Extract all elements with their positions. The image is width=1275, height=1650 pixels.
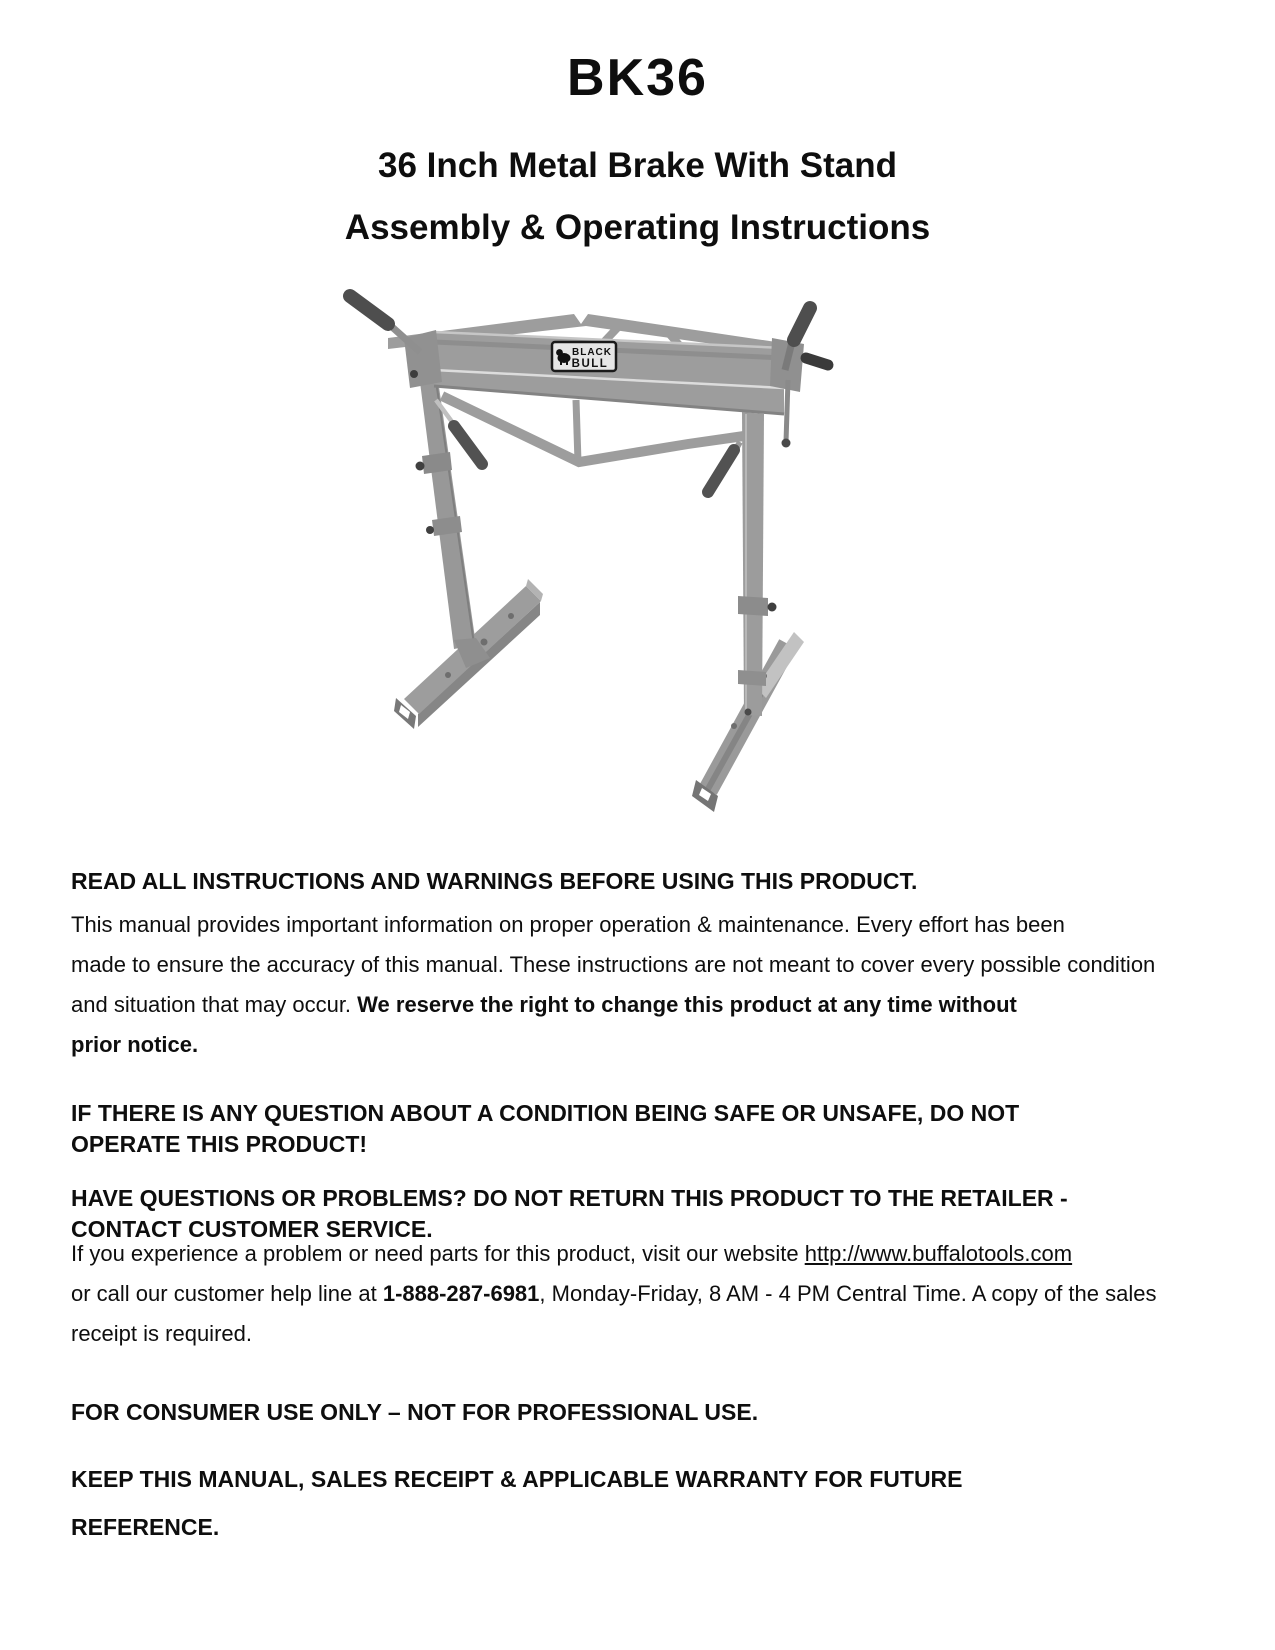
intro-line-3-text: and situation that may occur. <box>71 992 358 1017</box>
intro-line-1 <box>71 905 1176 945</box>
product-photo <box>336 280 884 818</box>
intro-line-2 <box>71 945 1176 985</box>
intro-line-4-bold-text: prior notice. <box>71 1032 199 1057</box>
keep-manual-line-1: KEEP THIS MANUAL, SALES RECEIPT & APPLICABLE WARRANTY FOR FUTURE <box>71 1466 963 1492</box>
keep-manual-heading <box>71 1455 1176 1551</box>
phone-number: 1-888-287-6981 <box>382 1281 540 1306</box>
consumer-use-heading: FOR CONSUMER USE ONLY – NOT FOR PROFESSIONAL USE. <box>71 1399 759 1425</box>
keep-manual-line-2: REFERENCE. <box>71 1514 220 1540</box>
safety-line-2: OPERATE THIS PRODUCT! <box>71 1131 368 1157</box>
logo-text-bottom: BULL <box>571 358 609 370</box>
safety-warning-heading <box>71 1098 1176 1160</box>
questions-line-1: HAVE QUESTIONS OR PROBLEMS? DO NOT RETURN THIS PRODUCT TO THE RETAILER - <box>71 1185 1068 1211</box>
support-line-3-text: receipt is required. <box>71 1321 252 1346</box>
support-line-3 <box>71 1314 1176 1354</box>
intro-line-3 <box>71 985 1176 1025</box>
metal-brake-illustration <box>336 280 884 818</box>
intro-line-2-text: made to ensure the accuracy of this manual. These instructions are not meant to cover every possible condition <box>71 952 1156 977</box>
logo-text-top: BLACK <box>572 347 612 358</box>
product-name: 36 Inch Metal Brake With Stand <box>378 146 897 185</box>
intro-line-4 <box>71 1025 1176 1065</box>
intro-line-3-bold-text: We reserve the right to change this product at any time without <box>357 992 1017 1017</box>
support-line-1 <box>71 1234 1176 1274</box>
intro-paragraph <box>71 905 1176 1065</box>
safety-line-1: IF THERE IS ANY QUESTION ABOUT A CONDITION BEING SAFE OR UNSAFE, DO NOT <box>71 1100 1020 1126</box>
right-handle <box>770 308 828 448</box>
support-line-2-text: or call our customer help line at <box>71 1281 383 1306</box>
doc-title: Assembly & Operating Instructions <box>344 208 931 247</box>
read-all-heading: READ ALL INSTRUCTIONS AND WARNINGS BEFORE USING THIS PRODUCT. <box>71 868 918 894</box>
model-number: BK36 <box>567 49 708 107</box>
support-line-1-text: If you experience a problem or need parts for this product, visit our website <box>71 1241 805 1266</box>
black-bull-logo <box>552 342 616 371</box>
support-line-2-rest: , Monday-Friday, 8 AM - 4 PM Central Time. A copy of the sales <box>539 1281 1157 1306</box>
intro-line-1-text: This manual provides important information on proper operation & maintenance. Every effort has been <box>71 912 1065 937</box>
questions-line-2: CONTACT CUSTOMER SERVICE. <box>71 1216 433 1242</box>
website-link[interactable]: http://www.buffalotools.com <box>804 1241 1073 1266</box>
support-paragraph <box>71 1234 1176 1354</box>
support-line-2 <box>71 1274 1176 1314</box>
right-clamp-handle <box>708 442 740 492</box>
